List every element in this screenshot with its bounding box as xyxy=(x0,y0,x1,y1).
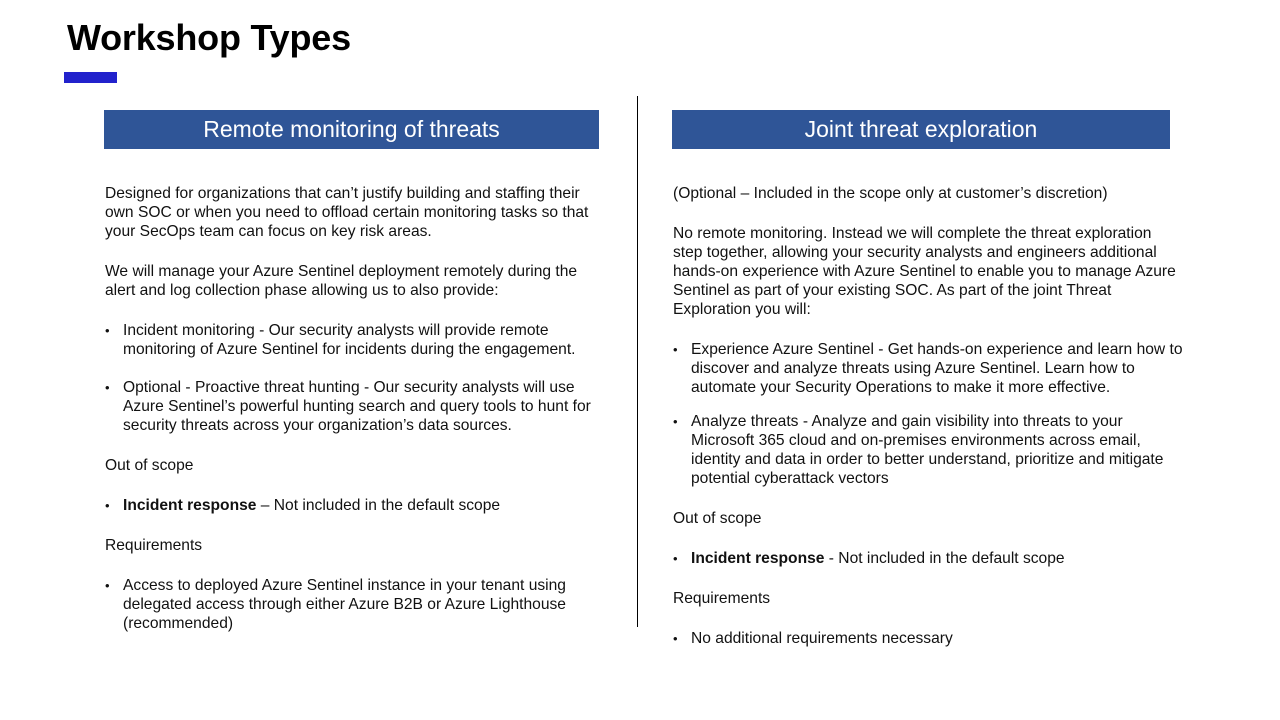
out-of-scope-item-text: – Not included in the default scope xyxy=(256,497,501,514)
list-item: • Experience Azure Sentinel - Get hands-on experience and learn how to discover and analyze threats using Azure Sentinel. Learn how to automate your Security Operations to make it more effective. xyxy=(673,340,1183,397)
requirements-label: Requirements xyxy=(673,590,771,607)
out-of-scope-item-bold: Incident response xyxy=(691,550,825,567)
joint-exploration-bullets xyxy=(673,340,1183,488)
out-of-scope-item-bold: Incident response xyxy=(123,497,257,514)
out-of-scope-label: Out of scope xyxy=(105,457,194,474)
list-item: • No additional requirements necessary xyxy=(673,629,1183,648)
joint-exploration-body xyxy=(672,184,1183,648)
list-item: • Optional - Proactive threat hunting - Our security analysts will use Azure Sentinel’s powerful hunting search and query tools to hunt for security threats across your organization’s data sources. xyxy=(105,378,599,435)
out-of-scope-item-text: - Not included in the default scope xyxy=(824,550,1065,567)
list-item: • Incident monitoring - Our security analysts will provide remote monitoring of Azure Sentinel for incidents during the engagement. xyxy=(105,321,599,359)
out-of-scope-label: Out of scope xyxy=(673,510,762,527)
joint-exploration-header: Joint threat exploration xyxy=(672,110,1170,149)
list-item: • Analyze threats - Analyze and gain visibility into threats to your Microsoft 365 cloud and on-premises environments across email, identity and data in order to better understand, prioritize and mitigate potential cyberattack vectors xyxy=(673,412,1183,488)
list-item xyxy=(105,496,599,515)
remote-monitoring-body xyxy=(104,184,599,633)
joint-exploration-column xyxy=(672,110,1183,669)
requirements-label: Requirements xyxy=(105,537,203,554)
out-of-scope-list xyxy=(105,496,599,515)
remote-monitoring-intro: Designed for organizations that can’t justify building and staffing their own SOC or when you need to offload certain monitoring tasks so that your SecOps team can focus on key risk areas. xyxy=(105,185,589,240)
remote-monitoring-column xyxy=(104,110,599,654)
requirements-list xyxy=(673,629,1183,648)
list-item xyxy=(673,549,1183,568)
remote-monitoring-bullets xyxy=(105,321,599,435)
column-divider xyxy=(637,96,638,627)
requirements-list xyxy=(105,576,599,633)
remote-monitoring-lead: We will manage your Azure Sentinel deployment remotely during the alert and log collection phase allowing us to also provide: xyxy=(105,263,578,299)
remote-monitoring-header: Remote monitoring of threats xyxy=(104,110,599,149)
joint-exploration-intro: No remote monitoring. Instead we will complete the threat exploration step together, allowing your security analysts and engineers additional hands-on experience with Azure Sentinel to enable you to manage Azure Sentinel as part of your existing SOC. As part of the joint Threat Exploration you will: xyxy=(673,225,1176,318)
joint-exploration-note: (Optional – Included in the scope only at customer’s discretion) xyxy=(673,185,1108,202)
list-item: • Access to deployed Azure Sentinel instance in your tenant using delegated access through either Azure B2B or Azure Lighthouse (recommended) xyxy=(105,576,599,633)
out-of-scope-list xyxy=(673,549,1183,568)
slide-title: Workshop Types xyxy=(67,17,351,58)
title-accent-bar xyxy=(64,72,117,83)
